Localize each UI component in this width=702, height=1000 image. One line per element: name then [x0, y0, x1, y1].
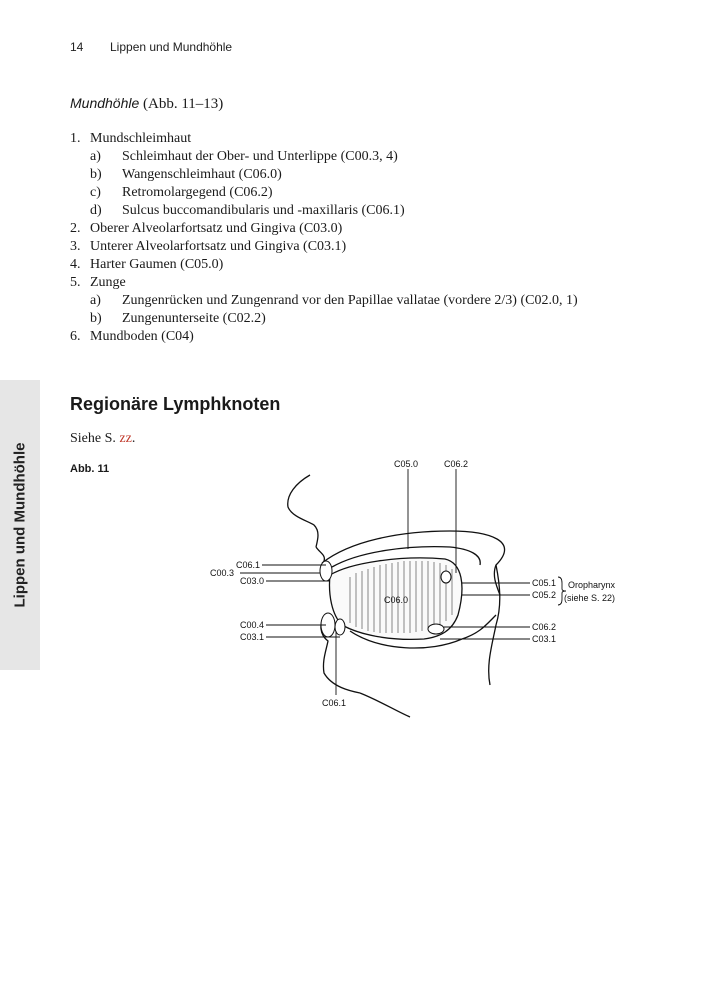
label-c003: C00.3: [210, 568, 235, 578]
list-item-number: c): [90, 185, 101, 200]
see-also: [70, 431, 135, 447]
list-item-text: Oberer Alveolarfortsatz und Gingiva (C03.0): [90, 221, 343, 236]
label-c062-right: C06.2: [532, 622, 557, 632]
see-suffix: .: [131, 431, 136, 446]
list-item-number: a): [90, 149, 101, 164]
label-oropharynx: Oropharynx: [568, 580, 616, 590]
list-item-number: 2.: [70, 221, 81, 236]
label-c060: C06.0: [384, 595, 409, 605]
running-title: Lippen und Mundhöhle: [110, 40, 233, 54]
retromolar-shape: [428, 624, 444, 634]
label-c061-left: C06.1: [236, 560, 261, 570]
nose-outline: [288, 475, 318, 547]
label-c052: C05.2: [532, 590, 557, 600]
page-number: 14: [70, 40, 84, 54]
list-item-text: Schleimhaut der Ober- und Unterlippe (C00.3, 4): [122, 149, 398, 164]
chapter-side-tab[interactable]: [0, 380, 40, 670]
list-item-text: Unterer Alveolarfortsatz und Gingiva (C03.1): [90, 239, 347, 254]
label-c030: C03.0: [240, 576, 265, 586]
list-item-number: b): [90, 311, 102, 326]
running-header: [70, 40, 232, 54]
label-c051: C05.1: [532, 578, 557, 588]
subheading: Regionäre Lymphknoten: [70, 394, 281, 414]
list-item-text: Mundboden (C04): [90, 329, 194, 344]
section-figure-ref: (Abb. 11–13): [143, 96, 224, 112]
list-item-text: Zungenunterseite (C02.2): [122, 311, 266, 326]
list-item-number: 1.: [70, 131, 81, 146]
label-c031-right: C03.1: [532, 634, 557, 644]
soft-palate-shape: [441, 571, 451, 583]
list-item-number: b): [90, 167, 102, 182]
section-heading: [70, 95, 223, 113]
list-item-number: d): [90, 203, 102, 218]
label-c062-top: C06.2: [444, 459, 469, 469]
side-tab-label: Lippen und Mundhöhle: [11, 442, 29, 608]
list-item-number: 3.: [70, 239, 81, 254]
figure-label: Abb. 11: [70, 463, 110, 475]
list-item-text: Sulcus buccomandibularis und -maxillaris (C06.1): [122, 203, 405, 218]
mouth-diagram: [200, 455, 640, 725]
label-c031-left: C03.1: [240, 632, 265, 642]
label-c004: C00.4: [240, 620, 265, 630]
list-item-number: 6.: [70, 329, 81, 344]
list-item-text: Harter Gaumen (C05.0): [90, 257, 224, 272]
section-title: Mundhöhle: [70, 95, 140, 111]
list-item-text: Retromolargegend (C06.2): [122, 185, 273, 200]
label-c061-bottom: C06.1: [322, 698, 347, 708]
see-page-link[interactable]: zz: [119, 431, 132, 446]
see-prefix: Siehe S.: [70, 431, 116, 446]
neck-outline: [360, 693, 410, 717]
list-item-text: Zunge: [90, 275, 126, 290]
list-item-text: Wangenschleimhaut (C06.0): [122, 167, 282, 182]
list-item-text: Mundschleimhaut: [90, 131, 192, 146]
list-item-number: 5.: [70, 275, 81, 290]
lower-gingiva-shape: [335, 619, 345, 635]
label-c050-top: C05.0: [394, 459, 419, 469]
list-item-number: a): [90, 293, 101, 308]
upper-lip-shape: [320, 561, 332, 581]
label-siehe-s22: (siehe S. 22): [564, 593, 616, 603]
list-item-number: 4.: [70, 257, 81, 272]
list-item-text: Zungenrücken und Zungenrand vor den Papillae vallatae (vordere 2/3) (C02.0, 1): [122, 293, 578, 308]
